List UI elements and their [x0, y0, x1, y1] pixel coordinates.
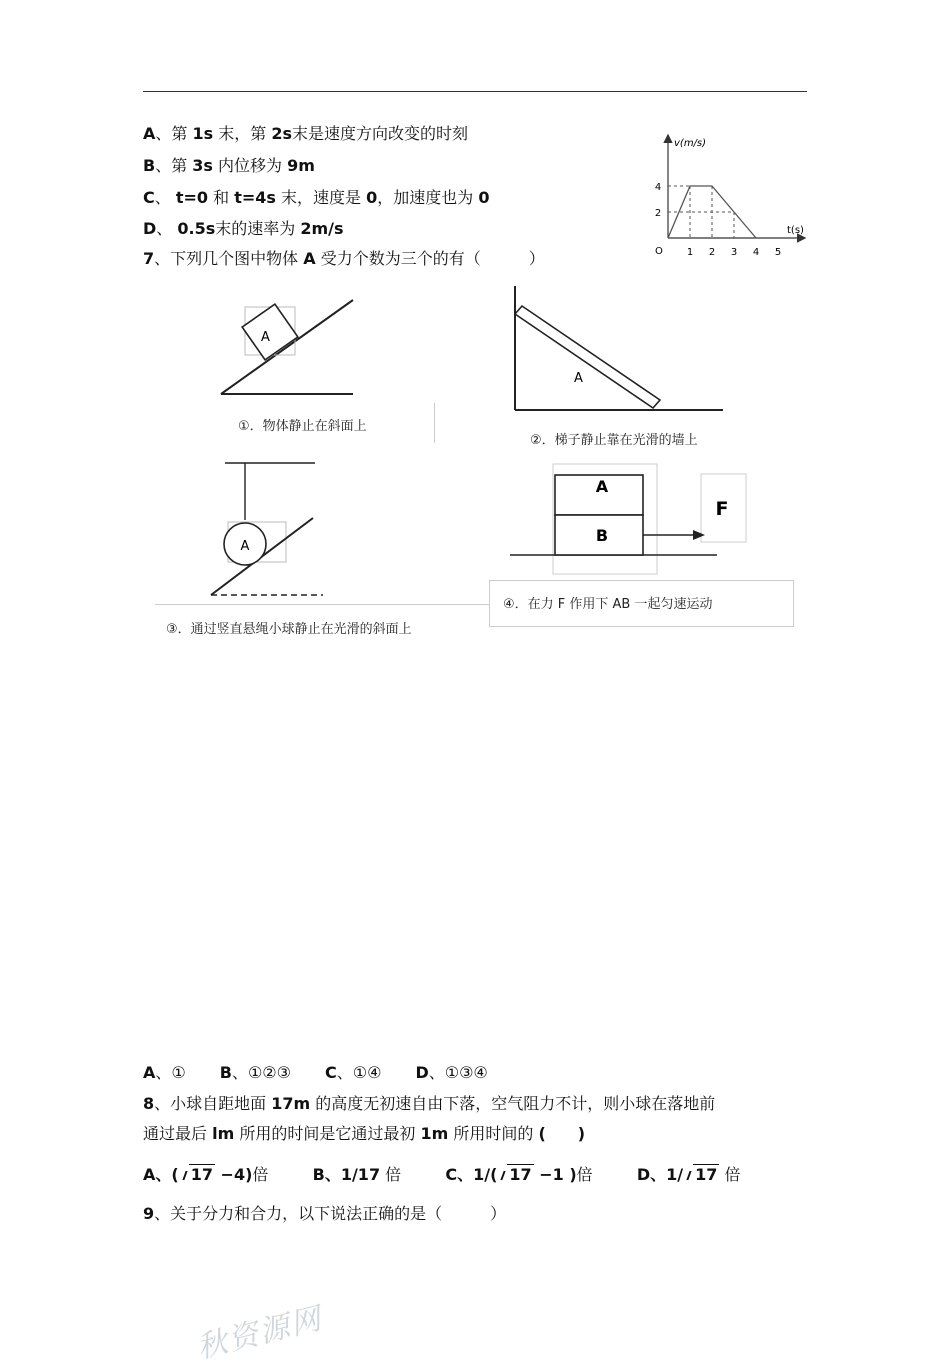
q8-options: A、( 17 −4)倍 B、1/17 倍 C、1/( 17 −1 )倍 D、1/ 17 倍 [143, 1165, 741, 1184]
figure-4-caption: ④．在力 F 作用下 AB 一起匀速运动 [503, 597, 713, 612]
vt-xtick-label: 5 [774, 247, 782, 258]
vt-xtick-label: 1 [686, 247, 694, 258]
figure-1-caption: ①．物体静止在斜面上 [238, 419, 367, 434]
force-f-label: F [715, 498, 729, 520]
figure-2-caption: ②．梯子静止靠在光滑的墙上 [530, 433, 698, 448]
q8-stem-line2: 通过最后 lm 所用的时间是它通过最初 1m 所用时间的 ( ) [143, 1124, 586, 1143]
q6-option-b: B、第 3s 内位移为 9m [143, 156, 315, 175]
q7-options: A、① B、①②③ C、①④ D、①③④ [143, 1063, 488, 1082]
sqrt-symbol: 17 [683, 1165, 719, 1185]
ball-a-label: A [240, 539, 250, 554]
sqrt-symbol: 17 [179, 1165, 215, 1185]
figure-2-ladder-on-wall [505, 286, 730, 416]
figure-3-ball-on-incline [205, 458, 330, 606]
vt-xlabel: t(s) [787, 225, 804, 236]
vt-xtick-label: 3 [730, 247, 738, 258]
q8-stem-line1: 8、小球自距地面 17m 的高度无初速自由下落，空气阻力不计，则小球在落地前 [143, 1094, 716, 1113]
block-a [242, 304, 298, 360]
block-a-label: A [595, 477, 609, 496]
vt-origin: O [655, 246, 663, 257]
ladder-a [515, 306, 660, 408]
vt-ytick-label: 2 [654, 208, 662, 219]
q7-stem: 7、下列几个图中物体 A 受力个数为三个的有（ ） [143, 249, 545, 268]
vt-xtick-label: 2 [708, 247, 716, 258]
figure-3-caption: ③．通过竖直悬绳小球静止在光滑的斜面上 [166, 622, 412, 637]
q9-stem: 9、关于分力和合力，以下说法正确的是（ ） [143, 1204, 507, 1223]
vt-ytick-label: 4 [654, 182, 662, 193]
header-rule [143, 91, 807, 92]
vt-ylabel: v(m/s) [674, 138, 707, 149]
q6-option-c: C、 t=0 和 t=4s 末，速度是 0，加速度也为 0 [143, 188, 490, 207]
ladder-a-label: A [574, 371, 583, 386]
figure-1-block-on-incline [215, 292, 365, 402]
q6-option-a: A、第 1s 末，第 2s末是速度方向改变的时刻 [143, 124, 468, 143]
vt-graph [648, 128, 808, 262]
watermark: 秋资源网 [193, 1300, 327, 1366]
q6-option-d: D、 0.5s末的速率为 2m/s [143, 219, 344, 238]
vt-xtick-label: 4 [752, 247, 760, 258]
sqrt-symbol: 17 [497, 1165, 533, 1185]
block-b-label: B [595, 526, 609, 545]
block-a-label: A [261, 330, 270, 345]
figure-4-stacked-blocks [505, 460, 755, 578]
